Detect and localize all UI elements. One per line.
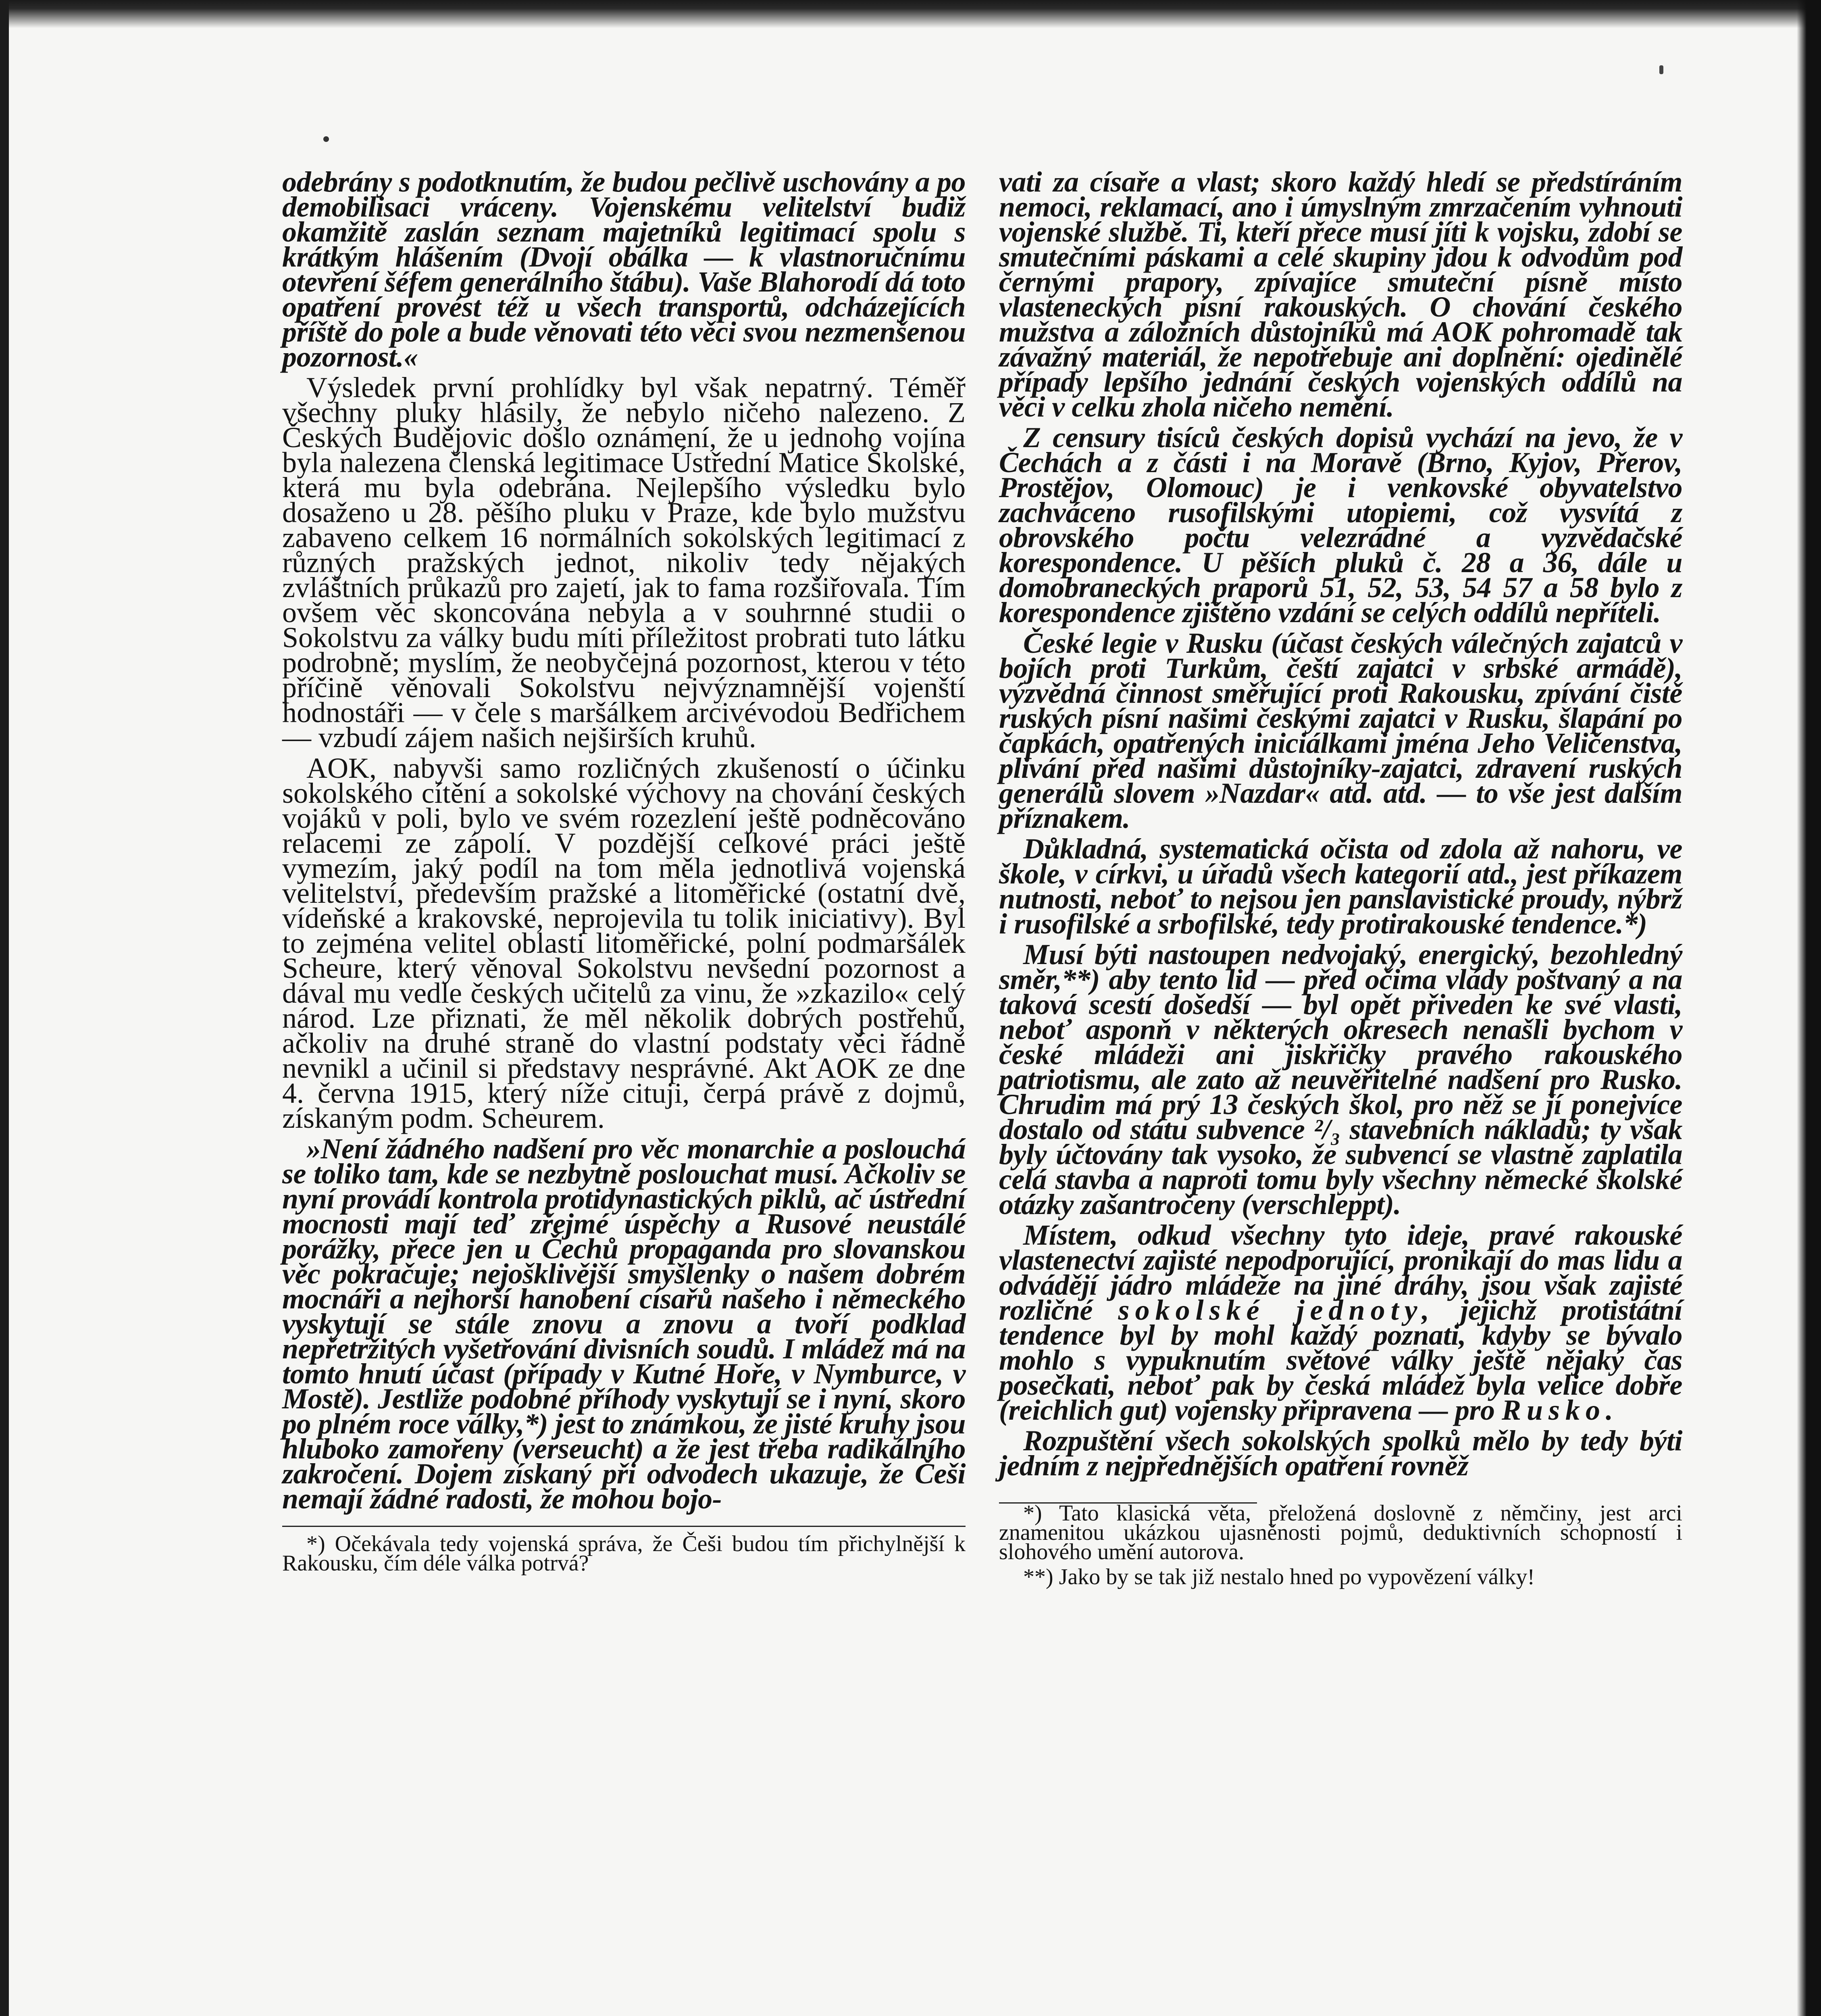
paragraph: Z censury tisíců českých dopisů vychází na jevo, že v Čechách a z části i na Moravě (Brno, Kyjov, Přerov, Prostějov, Olomouc) je i venkovské obyvatelstvo zachváceno rusofilskými utopiemi, což vysvítá z obrovského počtu velezrádné a vyzvědačské korespondence. U pěších pluků č. 28 a 36, dále u domobraneckých praporů 51, 52, 53, 54 57 a 58 bylo z korespondence zjištěno vzdání se celých oddílů nepříteli. [999,421,1682,629]
footnote: **) Jako by se tak již nestalo hned po vypovězení války! [1023,1564,1535,1589]
spaced-emphasis: sokolské jednoty, [1118,1294,1435,1326]
paragraph: odebrány s podotknutím, že budou pečlivě uschovány a po demobilisaci vráceny. Vojenskému velitelství budiž okamžitě zaslán seznam majetníků legitimací spolu s krátkým hlášením (Dvojí obálka — k vlastnoručnímu otevření šéfem generálního štábu). Vaše Blahorodí dá toto opatření provést též u všech transportů, odcházejících příště do pole a bude věnovati této věci svou nezmenšenou pozornost.« [282,166,966,373]
left-column [282,166,966,1579]
paragraph: »Není žádného nadšení pro věc monarchie a poslouchá se toliko tam, kde se nezbytně poslouchat musí. Ačkoliv se nyní provádí kontrola protidynastických piklů, ač ústřední mocnosti mají teď zřejmé úspěchy a Rusové neustálé porážky, přece jen u Čechů propaganda pro slovanskou věc pokračuje; nejošklivější smyšlenky o našem dobrém mocnáři a nejhorší hanobení císařů našeho i německého vyskytují se stále znovu a znovu a tvoří podklad nepřetržitých vyšetřování divisních soudů. I mládež má na tomto hnutí účast (případy v Kutné Hoře, v Nymburce, v Mostě). Jestliže podobné příhody vyskytují se i nyní, skoro po plném roce války,*) jest to známkou, že jisté kruhy jsou hluboko zamořeny (verseucht) a že jest třeba radikálního zakročení. Dojem získaný při odvodech ukazuje, že Češi nemají žádné radosti, že mohou bojo- [282,1133,966,1515]
paragraph: Výsledek první prohlídky byl však nepatrný. Téměř všechny pluky hlásily, že nebylo ničeho nalezeno. Z Českých Budějovic došlo oznámení, že u jednoho vojína byla nalezena členská legitimace Ústřední Matice Školské, která mu byla odebrána. Nejlepšího výsledku bylo dosaženo u 28. pěšího pluku v Praze, kde bylo mužstvu zabaveno celkem 16 normálních sokolských legitimací z různých pražských jednot, nikoliv tedy nějakých zvláštních průkazů pro zajetí, jak to fama rozšiřovala. Tím ovšem věc skoncována nebyla a v souhrnné studii o Sokolstvu za války budu míti příležitost probrati tuto látku podrobně; myslím, že neobyčejná pozornost, kterou v této příčině věnovali Sokolstvu nejvýznamnější vojenští hodnostáři — v čele s maršálkem arcivévodou Bedřichem — vzbudí zájem našich nejširších kruhů. [282,371,966,754]
scan-left-edge [0,0,9,2016]
paragraph: Musí býti nastoupen nedvojaký, energický, bezohledný směr,**) aby tento lid — před očima vlády poštvaný a na taková scestí došedší — byl opět přiveden ke své vlasti, neboť asponň v některých okresech nenašli bychom v české mládeži ani jiskřičky pravého rakouského patriotismu, ale zato až neuvěřitelné nadšení pro Rusko. Chrudim má prý 13 českých škol, pro něž se jí ponejvíce dostalo od státu subvence ²/₃ stavebních nákladů; ty však byly účtovány tak vysoko, že subvencí se vlastně zaplatila celá stavba a naproti tomu byly všechny německé školské otázky zašantročeny (verschleppt). [999,938,1682,1220]
footnote-block [282,1526,966,1576]
paragraph: České legie v Rusku (účast českých válečných zajatců v bojích proti Turkům, čeští zajatci v srbské armádě), výzvědná činnost směřující proti Rakousku, zpívání čistě ruských písní našimi českými zajatci v Rusku, šlapání po čapkách, opatřených iniciálkami jména Jeho Veličenstva, plivání před našimi důstojníky-zajatci, zdravení ruských generálů slovem »Nazdar« atd. atd. — to vše jest dalším příznakem. [999,627,1682,834]
paragraph-text: Místem, odkud všechny tyto ideje, pravé rakouské vlastenectví zajisté nepodporující, pronikají do mas lidu a odvádějí jádro mládeže na jiné dráhy, jsou však zajisté rozličné [999,1219,1682,1326]
scan-right-edge [1797,0,1821,2016]
paragraph [999,1219,1683,1426]
paragraph: Rozpuštění všech sokolských spolků mělo by tedy býti jedním z nejpřednějších opatření rovněž [999,1425,1682,1482]
spaced-emphasis: Rusko. [1501,1394,1619,1426]
right-column [999,166,1683,1592]
paragraph-text: jejichž protistátní tendence byl by mohl každý poznati, kdyby se bývalo mohlo s vypuknutím světové války ještě nějaký čas posečkati, neboť pak by česká mládež byla velice dobře (reichlich gut) vojensky připravena — pro [999,1294,1683,1426]
scan-top-edge [0,0,1821,28]
footnote-block [999,1502,1682,1587]
paragraph: AOK, nabyvši samo rozličných zkušeností o účinku sokolského cítění a sokolské výchovy na chování českých vojáků v poli, bylo ve svém rozezlení ještě podněcováno relacemi ze zápolí. V pozdější celkové práci ještě vymezím, jaký podíl na tom měla jednotlivá vojenská velitelství, především pražské a litoměřické (ostatní dvě, vídeňské a krakovské, neprojevila tu tolik iniciativy). Byl to zejména velitel oblasti litoměřické, polní podmaršálek Scheure, který věnoval Sokolstvu nevšední pozornost a dával mu vedle českých učitelů za vinu, že »zkazilo« celý národ. Lze přiznati, že měl několik dobrých postřehů, ačkoliv na druhé straně do vlastní podstaty věci řádně nevnikl a učinil si představy nesprávné. Akt AOK ze dne 4. června 1915, který níže cituji, čerpá právě z dojmů, získaným podm. Scheurem. [282,752,966,1134]
footnote: *) Očekávala tedy vojenská správa, že Češi budou tím přichylnější k Rakousku, čím déle válka potrvá? [282,1531,966,1576]
scan-speck [1659,65,1663,74]
footnote: *) Tato klasická věta, přeložená doslovně z němčiny, jest arci znamenitou ukázkou ujasněnosti pojmů, deduktivních schopností i slohového umění autorova. [999,1501,1682,1564]
scan-speck [323,136,329,142]
paragraph: vati za císaře a vlast; skoro každý hledí se předstíráním nemoci, reklamací, ano i úmyslným zmrzačením vyhnouti vojenské službě. Ti, kteří přece musí jíti k vojsku, zdobí se smutečními páskami a celé skupiny jdou k odvodům pod černými prapory, zpívajíce smuteční písně místo vlasteneckých písní rakouských. O chování českého mužstva a záložních důstojníků má AOK pohromadě tak závažný materiál, že nepotřebuje ani doplnění: ojedinělé případy lepšího jednání českých vojenských oddílů na věci v celku zhola ničeho nemění. [999,166,1682,423]
paragraph: Důkladná, systematická očista od zdola až nahoru, ve škole, v církvi, u úřadů všech kategorií atd., jest příkazem nutnosti, neboť to nejsou jen panslavistické proudy, nýbrž i rusofilské a srbofilské, tedy protirakouské tendence.*) [999,833,1682,940]
